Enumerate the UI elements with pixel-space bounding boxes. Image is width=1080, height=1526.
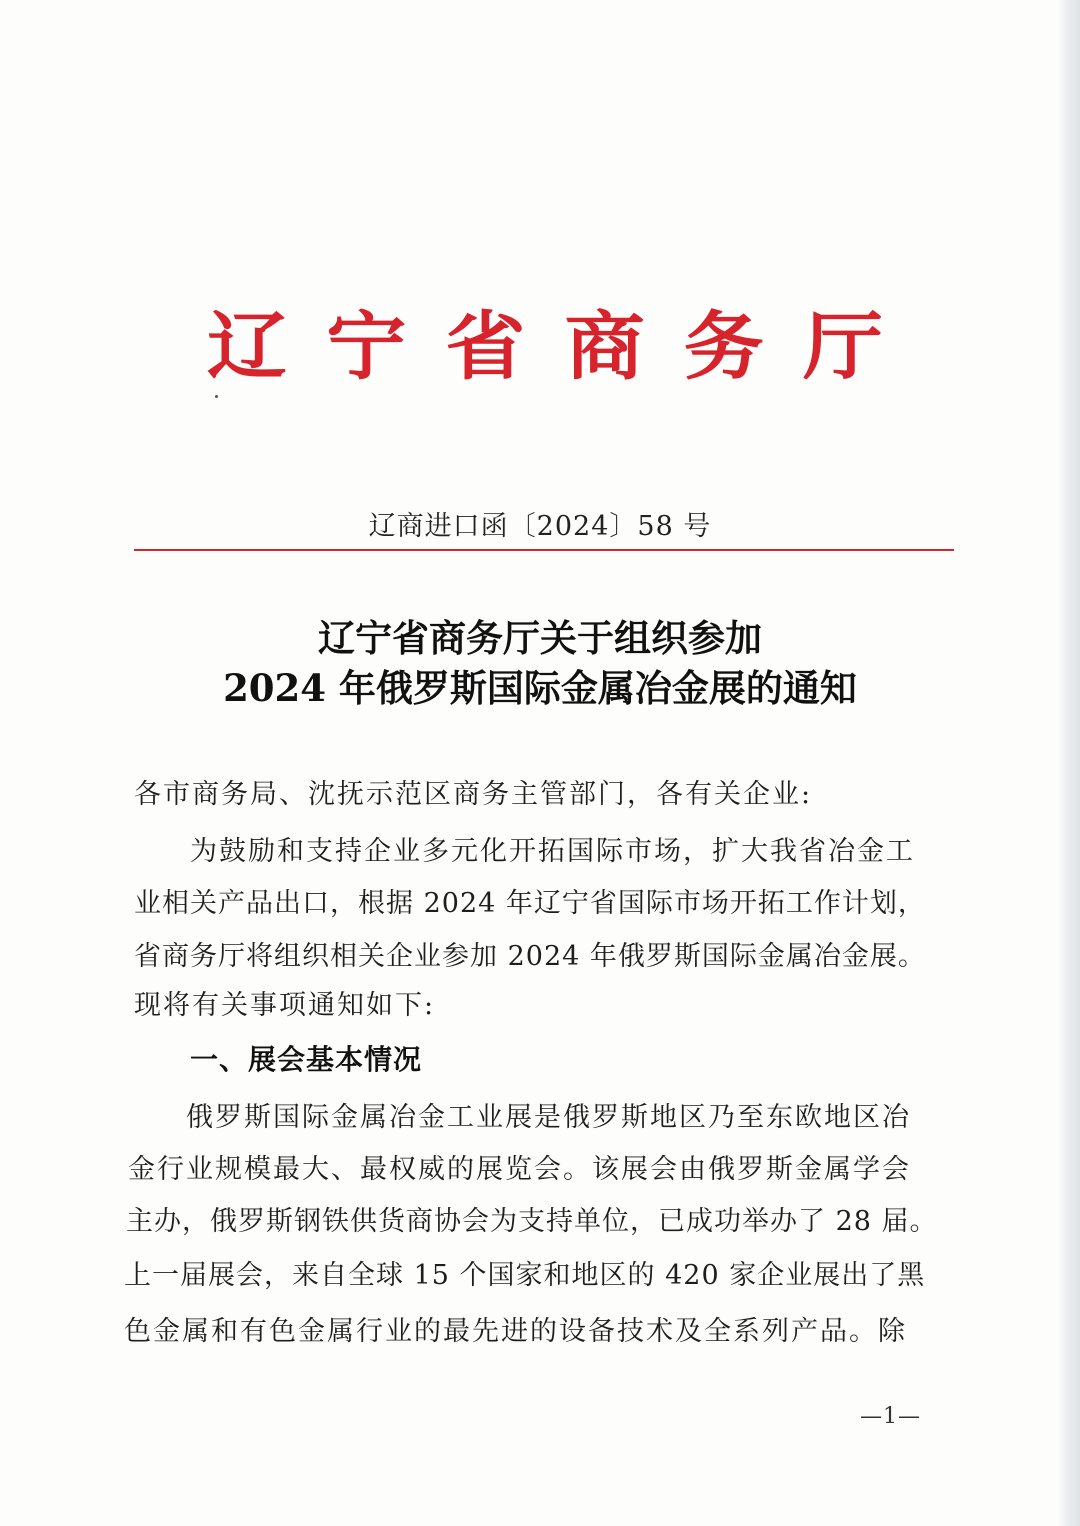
intro-line: 现将有关事项通知如下: <box>134 990 436 1021</box>
issuer-char: 厅 <box>802 302 883 390</box>
section-line: 上一届展会，来自全球 15 个国家和地区的 420 家企业展出了黑 <box>124 1260 926 1291</box>
scan-edge-shadow <box>1056 0 1080 1526</box>
intro-line: 省商务厅将组织相关企业参加 2024 年俄罗斯国际金属冶金展。 <box>134 941 926 972</box>
section-line: 金行业规模最大、最权威的展览会。该展会由俄罗斯金属学会 <box>128 1154 911 1185</box>
section-line: 色金属和有色金属行业的最先进的设备技术及全系列产品。除 <box>124 1316 907 1347</box>
issuer-letterhead <box>205 296 885 396</box>
salutation: 各市商务局、沈抚示范区商务主管部门，各有关企业: <box>134 779 813 810</box>
page-number: —1— <box>860 1404 921 1429</box>
issuer-char: 宁 <box>326 302 407 390</box>
section-heading: 一、展会基本情况 <box>190 1043 423 1076</box>
document-title-line-2: 2024 年俄罗斯国际金属冶金展的通知 <box>223 666 857 710</box>
section-line: 主办，俄罗斯钢铁供货商协会为支持单位，已成功举办了 28 届。 <box>126 1206 938 1237</box>
section-line: 俄罗斯国际金属冶金工业展是俄罗斯地区乃至东欧地区冶 <box>186 1102 911 1133</box>
issuer-char: 辽 <box>207 302 287 390</box>
issuer-char: 省 <box>445 302 526 390</box>
intro-line: 业相关产品出口，根据 2024 年辽宁省国际市场开拓工作计划， <box>134 888 926 919</box>
red-divider-line <box>134 549 954 551</box>
document-title-line-1: 辽宁省商务厅关于组织参加 <box>318 616 762 660</box>
document-number: 辽商进口函〔2024〕58 号 <box>368 511 712 542</box>
issuer-char: 商 <box>564 302 645 390</box>
intro-line: 为鼓励和支持企业多元化开拓国际市场，扩大我省冶金工 <box>190 836 915 867</box>
issuer-char: 务 <box>683 302 764 390</box>
scan-speck <box>215 395 218 398</box>
